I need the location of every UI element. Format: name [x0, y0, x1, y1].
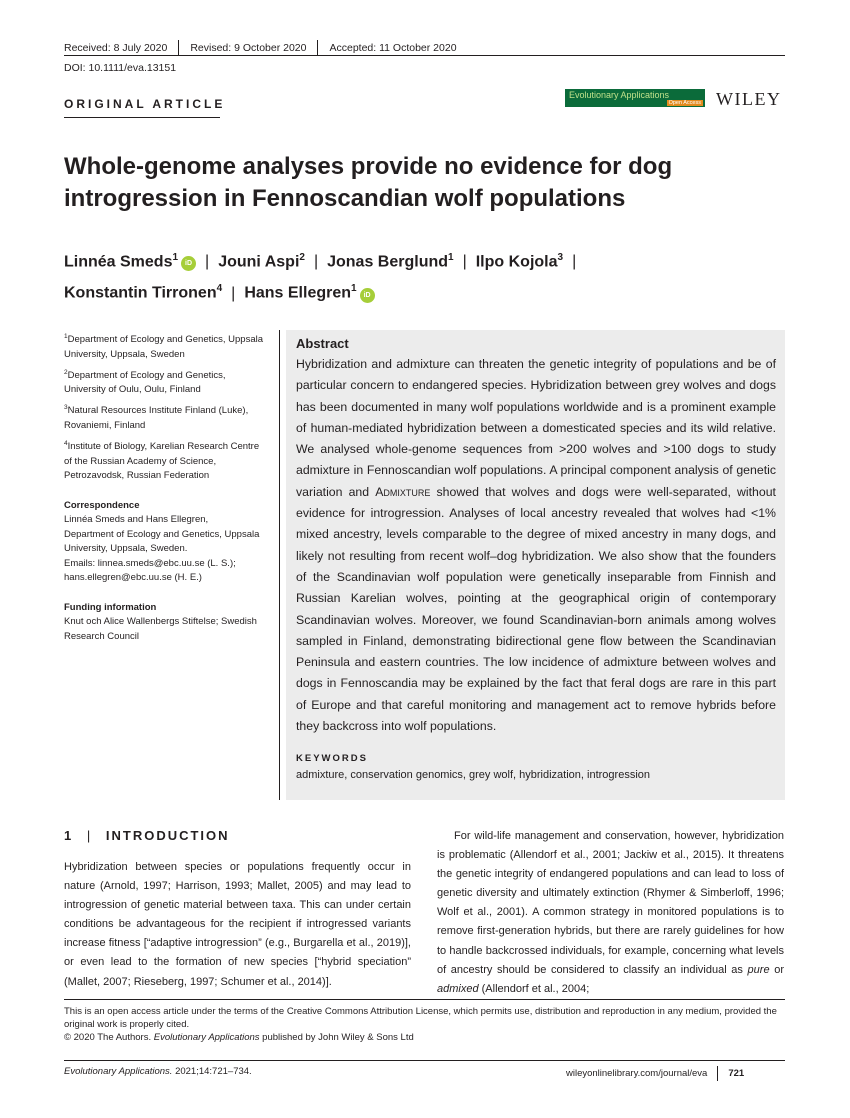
keywords-heading: KEYWORDS [296, 753, 368, 765]
section-title: INTRODUCTION [105, 828, 230, 843]
author-affiliation-number: 1 [448, 252, 454, 263]
divider: | [86, 828, 93, 843]
author-name[interactable]: Linnéa Smeds [64, 253, 173, 271]
divider [317, 40, 318, 56]
correspondence-names: Linnéa Smeds and Hans Ellegren, [64, 514, 209, 526]
article-type-rule [64, 117, 220, 118]
journal-logo-text: Evolutionary Applications [569, 90, 670, 100]
dates-line [64, 40, 457, 56]
footer-rule [64, 1060, 785, 1061]
open-access-badge: Open Access [668, 100, 701, 106]
author-affiliation-number: 4 [216, 283, 223, 295]
section-number: 1 [64, 828, 74, 843]
author-affiliation-number: 2 [299, 252, 305, 263]
correspondence-emails[interactable]: Emails: linnea.smeds@ebc.uu.se (L. S.); hans.ellegren@ebc.uu.se (H. E.) [64, 557, 236, 584]
correspondence-address: Department of Ecology and Genetics, Uppsala University, Uppsala, Sweden. [64, 528, 260, 555]
page-number: 721 [728, 1068, 745, 1079]
author-separator: | [462, 253, 467, 271]
orcid-icon[interactable]: iD [360, 288, 375, 303]
license-block [64, 1005, 785, 1044]
footer-citation: Evolutionary Applications. 2021;14:721–734. [64, 1066, 252, 1077]
author-name[interactable]: Konstantin Tirronen [64, 284, 217, 302]
author-separator: | [572, 253, 577, 271]
author-separator: | [205, 253, 210, 271]
intro-paragraph-1: Hybridization between species or populations frequently occur in nature (Arnold, 1997; Harrison, 1993; Mallet, 2005) and may lead to introgression of genetic material between taxa. This can under certain conditions be advantageous for the recipient if introgressed variants increase fitness [“adaptive introgression” (e.g., Burgarella et al., 2019)], or even lead to the formation of new species [“hybrid speciation” (Mallet, 2007; Rieseberg, 1997; Schumer et al., 2014)]. [64, 861, 411, 988]
author-separator: | [231, 284, 236, 302]
orcid-icon[interactable]: iD [181, 256, 196, 271]
article-title: Whole-genome analyses provide no evidence for dog introgression in Fennoscandian wolf populations [64, 153, 673, 212]
publisher-logo: WILEY [716, 89, 782, 109]
journal-url[interactable]: wileyonlinelibrary.com/journal/eva [566, 1068, 708, 1079]
revised-date: Revised: 9 October 2020 [190, 42, 307, 54]
author-name[interactable]: Jouni Aspi [218, 253, 300, 271]
author-affiliation-number: 1 [172, 252, 179, 263]
divider [178, 40, 179, 56]
affiliations-column [64, 330, 269, 644]
affiliation: $^3$Natural Resources Institute Finland (Luke), Rovaniemi, Finland [64, 404, 249, 431]
received-date: Received: 8 July 2020 [64, 42, 168, 54]
divider [717, 1066, 718, 1081]
author-separator: | [313, 253, 319, 271]
copyright-line: © 2020 The Authors. Evolutionary Applications published by John Wiley & Sons Ltd [64, 1032, 414, 1043]
funding-text: Knut och Alice Wallenbergs Stiftelse; Swedish Research Council [64, 616, 257, 642]
column-divider [279, 330, 280, 800]
footer-right [566, 1066, 744, 1081]
author-affiliation-number: 1 [351, 283, 357, 295]
affiliation: $^4$Institute of Biology, Karelian Research Centre of the Russian Academy of Science, Petrozavodsk, Russian Federation [64, 439, 260, 482]
section-heading [64, 828, 230, 843]
author-name[interactable]: Ilpo Kojola [475, 253, 558, 271]
abstract-box [286, 330, 785, 800]
author-list [64, 244, 784, 307]
journal-logo [565, 89, 705, 107]
keywords: admixture, conservation genomics, grey wolf, hybridization, introgression [296, 769, 650, 782]
abstract-text: Hybridization and admixture can threaten the genetic integrity of populations and be of particular concern to endangered species. Hybridization between grey wolves and dogs has been documented in many wolf populations worldwide and is a prominent example of human-mediated hybridization between a domesticated species and its wild relative. We analysed whole-genome sequences from >200 wolves and >100 dogs to study admixture in Fennoscandian wolf populations. A principal component analysis of genetic variation and Admixture showed that wolves and dogs were well-separated, without evidence for introgression. Analyses of local ancestry revealed that wolves had <1% mixed ancestry, levels comparable to the degree of mixed ancestry in many dogs, and likely not resulting from recent wolf–dog hybridization. We also show that the founders of the Scandinavian wolf population were genetically inseparable from Finnish and Russian Karelian wolves, pointing at the geographical origin of contemporary Scandinavian wolves. Moreover, we found Scandinavian-born animals among wolves sampled in Finland, demonstrating bidirectional gene flow between the Scandinavian Peninsula and eastern countries. The low incidence of admixture between wolves and dogs in Fennoscandia may be explained by the fact that feral dogs are rare in this part of Europe and that careful monitoring and management act to remove hybrids before they backcross into wolf populations. [296, 357, 776, 734]
license-text: This is an open access article under the terms of the Creative Commons Attribution License, which permits use, distribution and reproduction in any medium, provided the original work is properly cited. [64, 1006, 777, 1030]
license-rule [64, 999, 785, 1000]
intro-paragraph-2: For wild-life management and conservation, however, hybridization is problematic (Allendorf et al., 2001; Jackiw et al., 2015). It threatens the genetic integrity of endangered populations and can lead to loss of genetic diversity and ultimately extinction (Rhymer & Simberloff, 1996; Wolf et al., 2001). A common strategy in monitored populations is to remove first-generation hybrids, but there are rarely guidelines for how to handle backcrossed individuals, for example, concerning what levels of ancestry should be considered to classify an individual as pure or admixed (Allendorf et al., 2004; [437, 830, 784, 995]
affiliation: $^1$Department of Ecology and Genetics, Uppsala University, Uppsala, Sweden [64, 333, 264, 360]
author-name[interactable]: Hans Ellegren [244, 284, 352, 302]
article-type: ORIGINAL ARTICLE [64, 97, 226, 111]
funding-heading: Funding information [64, 601, 157, 613]
affiliation: $^2$Department of Ecology and Genetics, University of Oulu, Oulu, Finland [64, 368, 226, 396]
author-name[interactable]: Jonas Berglund [327, 253, 449, 271]
software-name: Admixture [375, 484, 431, 499]
correspondence-heading: Correspondence [64, 499, 140, 511]
doi[interactable]: DOI: 10.1111/eva.13151 [64, 62, 177, 74]
accepted-date: Accepted: 11 October 2020 [329, 42, 457, 54]
footer-journal: Evolutionary Applications. [64, 1066, 173, 1077]
author-affiliation-number: 3 [557, 252, 564, 263]
header-rule [64, 55, 785, 56]
abstract-heading: Abstract [296, 336, 349, 351]
